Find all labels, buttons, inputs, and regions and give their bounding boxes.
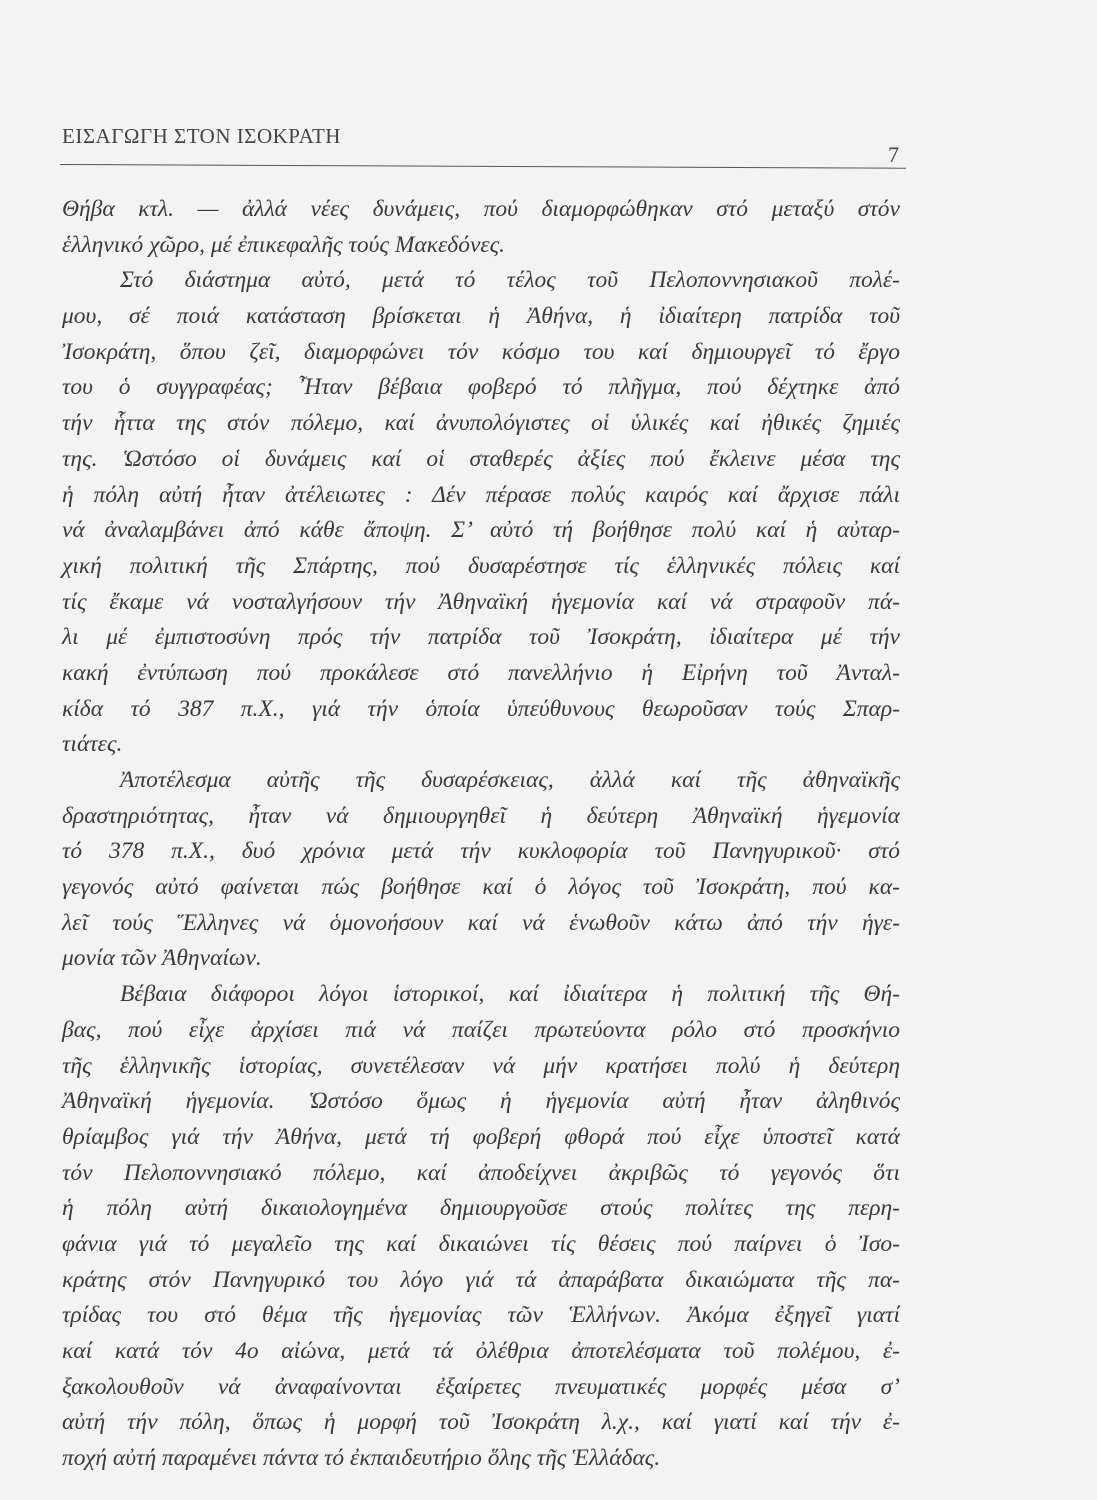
text-line: Ἰσοκράτη, ὅπου ζεῖ, διαμορφώνει τόν κόσμο του καί δημιουργεῖ τό ἔργο [62,338,900,365]
body-text [62,192,900,1477]
text-line: τρίδας του στό θέμα τῆς ἡγεμονίας τῶν Ἑλλήνων. Ἀκόμα ἐξηγεῖ γιατί [62,1302,900,1329]
text-line: Θήβα κτλ. — ἀλλά νέες δυνάμεις, πού διαμορφώθηκαν στό μεταξύ στόν [62,196,900,222]
text-line: ἑλληνικό χῶρο, μέ ἐπικεφαλῆς τούς Μακεδόνες. [62,231,506,258]
text-line: του ὁ συγγραφέας; Ἦταν βέβαια φοβερό τό πλῆγμα, πού δέχτηκε ἀπό [62,374,900,401]
text-line: Ἀποτέλεσμα αὐτῆς τῆς δυσαρέσκειας, ἀλλά καί τῆς ἀθηναϊκῆς [120,767,900,793]
running-header: ΕΙΣΑΓΩΓΗ ΣΤΟΝ ΙΣΟΚΡΑΤΗ [62,124,341,148]
text-line: καί κατά τόν 4ο αἰώνα, μετά τά ὀλέθρια ἀποτελέσματα τοῦ πολέμου, ἐ- [62,1338,900,1364]
text-line: αὐτή τήν πόλη, ὅπως ἡ μορφή τοῦ Ἰσοκράτη λ.χ., καί γιατί καί τήν ἐ- [62,1409,900,1436]
text-line: φάνια γιά τό μεγαλεῖο της καί δικαιώνει τίς θέσεις πού παίρνει ὁ Ἰσο- [62,1230,900,1257]
text-line: τῆς ἑλληνικῆς ἱστορίας, συνετέλεσαν νά μήν κρατήσει πολύ ἡ δεύτερη [62,1052,900,1079]
text-line: κράτης στόν Πανηγυρικό του λόγο γιά τά ἀπαράβατα δικαιώματα τῆς πα- [62,1266,900,1293]
text-line: μονία τῶν Ἀθηναίων. [62,945,262,972]
text-line: χική πολιτική τῆς Σπάρτης, πού δυσαρέστησε τίς ἑλληνικές πόλεις καί [62,552,900,579]
text-line: ἡ πόλη αὐτή δικαιολογημένα δημιουργοῦσε στούς πολίτες της περη- [62,1195,900,1222]
text-line: κακή ἐντύπωση πού προκάλεσε στό πανελλήνιο ἡ Εἰρήνη τοῦ Ἀνταλ- [62,659,900,686]
text-line: ἡ πόλη αὐτή ἦταν ἀτέλειωτες : Δέν πέρασε πολύς καιρός καί ἄρχισε πάλι [62,481,900,508]
text-line: Βέβαια διάφοροι λόγοι ἱστορικοί, καί ἰδιαίτερα ἡ πολιτική τῆς Θή- [120,981,900,1008]
text-line: μου, σέ ποιά κατάσταση βρίσκεται ἡ Ἀθήνα, ἡ ἰδιαίτερη πατρίδα τοῦ [62,303,900,330]
text-line: της. Ὡστόσο οἱ δυνάμεις καί οἱ σταθερές ἀξίες πού ἔκλεινε μέσα της [62,445,900,472]
text-line: τίς ἔκαμε νά νοσταλγήσουν τήν Ἀθηναϊκή ἡγεμονία καί νά στραφοῦν πά- [62,588,900,615]
text-line: τιάτες. [62,731,123,758]
text-line: λι μέ ἐμπιστοσύνη πρός τήν πατρίδα τοῦ Ἰσοκράτη, ἰδιαίτερα μέ τήν [62,624,900,651]
text-line: Στό διάστημα αὐτό, μετά τό τέλος τοῦ Πελοποννησιακοῦ πολέ- [120,267,900,294]
text-line: βας, πού εἶχε ἀρχίσει πιά νά παίζει πρωτεύοντα ρόλο στό προσκήνιο [62,1016,900,1043]
text-line: τόν Πελοποννησιακό πόλεμο, καί ἀποδείχνει ἀκριβῶς τό γεγονός ὅτι [62,1159,900,1186]
text-line: κίδα τό 387 π.Χ., γιά τήν ὁποία ὑπεύθυνους θεωροῦσαν τούς Σπαρ- [62,695,900,722]
text-line: τήν ἧττα της στόν πόλεμο, καί ἀνυπολόγιστες οἱ ὑλικές καί ἠθικές ζημιές [62,410,900,437]
text-line: γεγονός αὐτό φαίνεται πώς βοήθησε καί ὁ λόγος τοῦ Ἰσοκράτη, πού κα- [62,874,900,901]
header-rule [60,164,906,169]
text-line: ξακολουθοῦν νά ἀναφαίνονται ἐξαίρετες πνευματικές μορφές μέσα σ’ [62,1373,900,1400]
text-line: νά ἀναλαμβάνει ἀπό κάθε ἄποψη. Σ’ αὐτό τή βοήθησε πολύ καί ἡ αὐταρ- [62,517,900,544]
text-line: Ἀθηναϊκή ἡγεμονία. Ὡστόσο ὅμως ἡ ἡγεμονία αὐτή ἦταν ἀληθινός [62,1088,900,1115]
text-line: δραστηριότητας, ἦταν νά δημιουργηθεῖ ἡ δεύτερη Ἀθηναϊκή ἡγεμονία [62,802,900,829]
text-line: λεῖ τούς Ἕλληνες νά ὁμονοήσουν καί νά ἑνωθοῦν κάτω ἀπό τήν ἡγε- [62,909,900,936]
text-line: ποχή αὐτή παραμένει πάντα τό ἐκπαιδευτήριο ὅλης τῆς Ἑλλάδας. [62,1445,661,1472]
text-line: θρίαμβος γιά τήν Ἀθήνα, μετά τή φοβερή φθορά πού εἶχε ὑποστεῖ κατά [62,1123,900,1150]
text-line: τό 378 π.Χ., δυό χρόνια μετά τήν κυκλοφορία τοῦ Πανηγυρικοῦ· στό [62,838,900,865]
page-number: 7 [888,142,899,167]
